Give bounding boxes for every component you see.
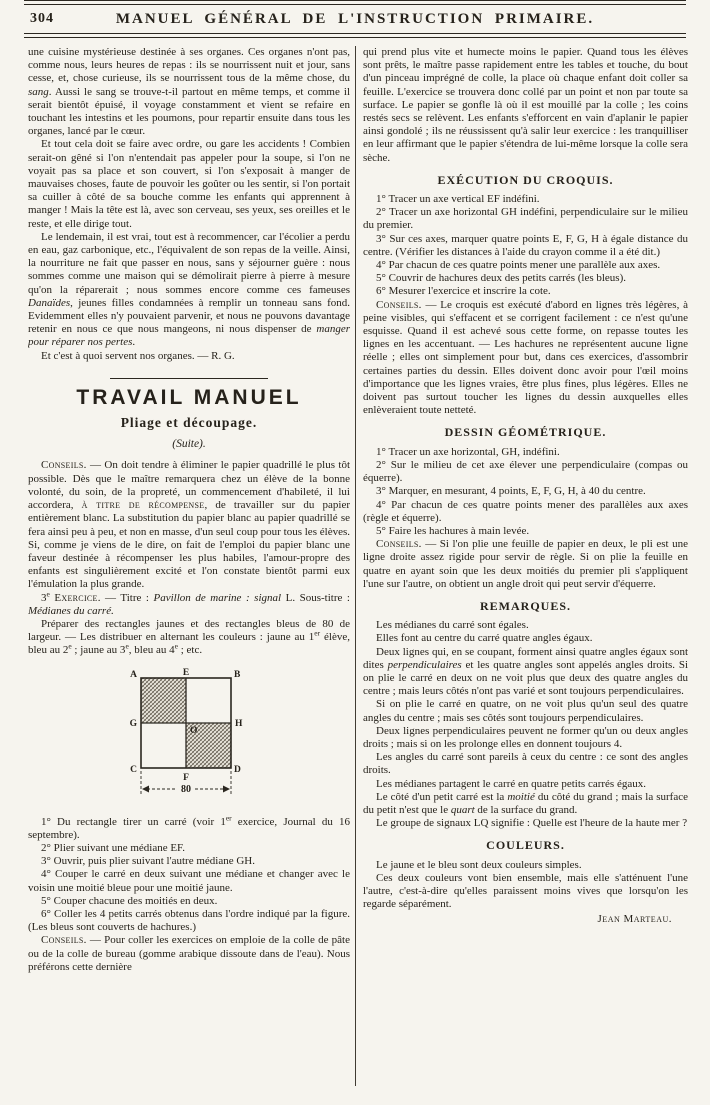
remarque-7: Les médianes partagent le carré en quatre petits carrés égaux. bbox=[376, 777, 646, 790]
remarque-4: Si on plie le carré en quatre, on ne voit plus qu'un seul des quatre angles du centre ; mais ses côtés sont toujours perpendiculaires. bbox=[363, 698, 688, 724]
article-title: TRAVAIL MANUEL bbox=[76, 385, 302, 409]
page-number: 304 bbox=[30, 11, 54, 26]
step-item-2: 2° Plier suivant une médiane EF. bbox=[41, 841, 186, 854]
dimension-label: 80 bbox=[181, 783, 191, 795]
couleurs-paragraph-1: Le jaune et le bleu sont deux couleurs simples. bbox=[376, 858, 582, 871]
label-center-O: O bbox=[190, 725, 198, 736]
croquis-step-1: 1° Tracer un axe vertical EF indéfini. bbox=[376, 193, 540, 206]
geo-step-5: 5° Faire les hachures à main levée. bbox=[376, 524, 530, 537]
paragraph-conseils-croquis: Conseils. — Le croquis est exécuté d'abord en lignes très légères, à peine visibles, qui s'effacent et se corrigent facilement : ce n'est qu'une esquisse. Quand il est achevé sous cette forme, on repasse toutes les lignes en les accentuant. — Les hachures ne représentent aucune ligne réelle ; elles ont simplement pour but, dans ces exercices, d'assombrir certaines parties du dessin. Elles doivent donc avoir pour l'œil moins d'importance que les lignes vraies, être plus fines, plus légères. Elles ne doivent pas surtout toucher les lignes du dessin auxquelles elles enlèveraient toute netteté. bbox=[363, 298, 688, 417]
step-item-4: 4° Couper le carré en deux suivant une médiane et changer avec le voisin une moitié bleue pour une moitié jaune. bbox=[28, 868, 350, 894]
section-heading-execution-croquis: EXÉCUTION DU CROQUIS. bbox=[437, 172, 614, 187]
page-header bbox=[24, 5, 686, 33]
label-corner-A: A bbox=[130, 669, 137, 680]
label-mid-E: E bbox=[182, 667, 190, 678]
page-content bbox=[28, 46, 688, 1086]
remarque-9: Le groupe de signaux LQ signifie : Quelle est l'heure de la haute mer ? bbox=[376, 817, 688, 830]
author-signature: Jean Marteau. bbox=[597, 913, 672, 926]
croquis-step-4: 4° Par chacun de ces quatre points mener une parallèle aux axes. bbox=[376, 259, 661, 272]
geo-step-4: 4° Par chacun de ces quatre points mener des parallèles aux axes (règle et équerre). bbox=[363, 498, 688, 524]
geo-step-1: 1° Tracer un axe horizontal, GH, indéfini. bbox=[376, 445, 560, 458]
section-heading-couleurs: COULEURS. bbox=[486, 838, 565, 853]
label-mid-G: G bbox=[129, 718, 137, 729]
remarque-2: Elles font au centre du carré quatre angles égaux. bbox=[376, 632, 593, 645]
paragraph-conseils-papier: Conseils. — On doit tendre à éliminer le papier quadrillé le plus tôt possible. Dès que le maître remarquera chez un élève de la bonne volonté, du soin, de la propreté, un commencement d'habileté, il lui accordera, à titre de récompense, de travailler sur du papier entièrement blanc. La substitution du papier blanc au papier quadrillé se fera ainsi peu à peu, et non en masse, d'un seul coup pour tous les élèves. Si, comme je viens de le dire, on fait de l'emploi du papier blanc une faveur destinée à récompenser les plus habiles, l'amour-propre des enfants est singulièrement excité et l'on constate bientôt parmi eux l'émulation la plus grande. bbox=[28, 459, 350, 591]
remarque-8: Le côté d'un petit carré est la moitié du côté du grand ; mais la surface du petit n'est que le quart de la surface du grand. bbox=[363, 790, 688, 816]
remarque-3: Deux lignes qui, en se coupant, forment ainsi quatre angles égaux sont dites perpendiculaires et les quatre angles sont appelés angles droits. Si on plie le carré en deux on ne voit plus que deux des quatre angles du centre ; mais leurs côtés n'ont pas varié et sont toujours perpendiculaires. bbox=[363, 645, 688, 698]
paragraph-organes-1: une cuisine mystérieuse destinée à ses organes. Ces organes n'ont pas, comme nous, leurs heures de repas : ils se nourrissent nuit et jour, sans cesse, et, chose curieuse, ils se nourrissent tous de la même chose, du sang. Aussi le sang se trouve-t-il partout en même temps, et comme il serait bientôt épuisé, il voyage constamment et vient se refaire en touchant les intestins et les poumons, pour repartir ensuite dans tous les organes, lancé par le cœur. bbox=[28, 46, 350, 138]
paragraph-organes-3: Le lendemain, il est vrai, tout est à recommencer, car l'écolier a perdu en eau, gaz carbonique, etc., l'équivalent de son repas de la veille. Ainsi, la nourriture ne fait que passer en nous, sans y séjourner guère : nous sommes comme une maison qui se démolirait pierre à pierre à mesure qu'on la réparerait ; nous sommes encore comme ces fameuses Danaïdes, jeunes filles condamnées à remplir un tonneau sans fond. Evidemment elles n'y pouvaient parvenir, et nous ne pouvons davantage retenir en nous ce que nous mangeons, ni nous dispenser de manger pour réparer nos pertes. bbox=[28, 230, 350, 349]
croquis-step-6: 6° Mesurer l'exercice et inscrire la cote. bbox=[376, 285, 551, 298]
paragraph-organes-2: Et tout cela doit se faire avec ordre, ou gare les accidents ! Combien serait-on gêné si l'on n'entendait pas appeler pour la soupe, si l'on ne voyait pas sa place et son couvert, si l'on s'exposait à manger de mauvaises choses, faute de pouvoir les goûter ou les sentir, si l'on portait sa cuiller à côté de sa bouche comme les enfants qui apprennent à manger ! Mais la tête est là, avec son cerveau, ses yeux, ses oreilles et le reste, et elle dirige tout. bbox=[28, 138, 350, 230]
paragraph-conseils-pliage: Conseils. — Si l'on plie une feuille de papier en deux, le pli est une ligne droite assez rigide pour servir de règle. Si on plie la feuille en quatre en ayant soin que les deux moitiés du premier pli s'appliquent l'une sur l'autre, on obtient un angle droit qui peut servir d'équerre. bbox=[363, 538, 688, 590]
label-mid-H: H bbox=[235, 718, 243, 729]
label-mid-F: F bbox=[183, 772, 189, 783]
croquis-step-5: 5° Couvrir de hachures deux des petits carrés (les bleus). bbox=[376, 272, 626, 285]
step-item-1: 1° Du rectangle tirer un carré (voir 1er exercice, Journal du 16 septembre). bbox=[28, 812, 350, 841]
right-column bbox=[356, 46, 688, 1086]
suite-note: (Suite). bbox=[172, 438, 206, 451]
geo-step-3: 3° Marquer, en mesurant, 4 points, E, F, G, H, à 40 du centre. bbox=[376, 485, 646, 498]
paragraph-organes-signature: Et c'est à quoi servent nos organes. — R. G. bbox=[41, 349, 235, 362]
remarque-5: Deux lignes perpendiculaires peuvent ne former qu'un ou deux angles droits ; mais si on les prolonge elles en donnent toujours 4. bbox=[363, 724, 688, 750]
section-heading-remarques: REMARQUES. bbox=[479, 598, 571, 613]
paragraph-collage-suite: qui prend plus vite et humecte moins le papier. Quand tous les élèves sont prêts, le maître passe rapidement entre les tables et touche, du bout d'un pinceau imprégné de colle, la place où chaque enfant doit coller sa feuille. L'exercice se trouvera donc collé par un point et non par toute sa surface. Le papier se gonfle là où il est mouillé par la colle ; les coins restés secs se relèvent. Les enfants s'efforcent en vain d'aplanir le papier ainsi gondolé ; ils ne réussissent qu'à salir leur exercice : les tranquilliser en leur affirmant que le papier s'étendra de lui-même lorsque la colle sera sèche. bbox=[363, 46, 688, 164]
header-bottom-rule bbox=[24, 33, 686, 38]
croquis-step-3: 3° Sur ces axes, marquer quatre points E, F, G, H à égale distance du centre. (Vérifier les distances à l'aide du crayon comme il a été dit.) bbox=[363, 232, 688, 258]
label-corner-C: C bbox=[130, 764, 137, 775]
figure-medianes-du-carre bbox=[28, 668, 350, 810]
paragraph-conseils-colle: Conseils. — Pour coller les exercices on emploie de la colle de pâte ou de la colle de bureau (gomme arabique dissoute dans de l'eau). Nous préférons cette dernière bbox=[28, 934, 350, 973]
dim-arrow-left bbox=[142, 785, 149, 792]
remarque-1: Les médianes du carré sont égales. bbox=[376, 619, 529, 632]
section-heading-dessin-geometrique: DESSIN GÉOMÉTRIQUE. bbox=[444, 425, 607, 440]
dim-arrow-right bbox=[223, 785, 230, 792]
step-item-5: 5° Couper chacune des moitiés en deux. bbox=[41, 894, 218, 907]
section-separator-rule bbox=[110, 378, 268, 379]
paragraph-exercice-titre: 3e Exercice. — Titre : Pavillon de marine : signal L. Sous-titre : Médianes du carré. bbox=[28, 588, 350, 617]
square-medians-diagram bbox=[81, 668, 297, 810]
remarque-6: Les angles du carré sont pareils à ceux du centre : ce sont des angles droits. bbox=[363, 751, 688, 777]
couleurs-paragraph-2: Ces deux couleurs vont bien ensemble, mais elle s'atténuent l'une l'autre, c'est-à-dire qu'elles paraissent moins vives que lorsqu'on les regarde séparément. bbox=[363, 871, 688, 911]
left-column bbox=[28, 46, 355, 1086]
paragraph-preparer-rectangles: Préparer des rectangles jaunes et des rectangles bleus de 80 de largeur. — Les distribuer en alternant les couleurs : jaune au 1er élève, bleu au 2e ; jaune au 3e, bleu au 4e ; etc. bbox=[28, 617, 350, 657]
step-item-3: 3° Ouvrir, puis plier suivant l'autre médiane GH. bbox=[41, 855, 255, 868]
label-corner-B: B bbox=[234, 669, 241, 680]
label-corner-D: D bbox=[234, 764, 241, 775]
article-subtitle: Pliage et découpage. bbox=[120, 415, 258, 431]
journal-title: MANUEL GÉNÉRAL DE L'INSTRUCTION PRIMAIRE. bbox=[115, 11, 595, 27]
croquis-step-2: 2° Tracer un axe horizontal GH indéfini, perpendiculaire sur le milieu du premier. bbox=[363, 206, 688, 232]
step-item-6: 6° Coller les 4 petits carrés obtenus dans l'ordre indiqué par la figure. (Les bleus sont couverts de hachures.) bbox=[28, 907, 350, 934]
geo-step-2: 2° Sur le milieu de cet axe élever une perpendiculaire (compas ou équerre). bbox=[363, 458, 688, 485]
hatched-square-top-left bbox=[141, 678, 186, 723]
